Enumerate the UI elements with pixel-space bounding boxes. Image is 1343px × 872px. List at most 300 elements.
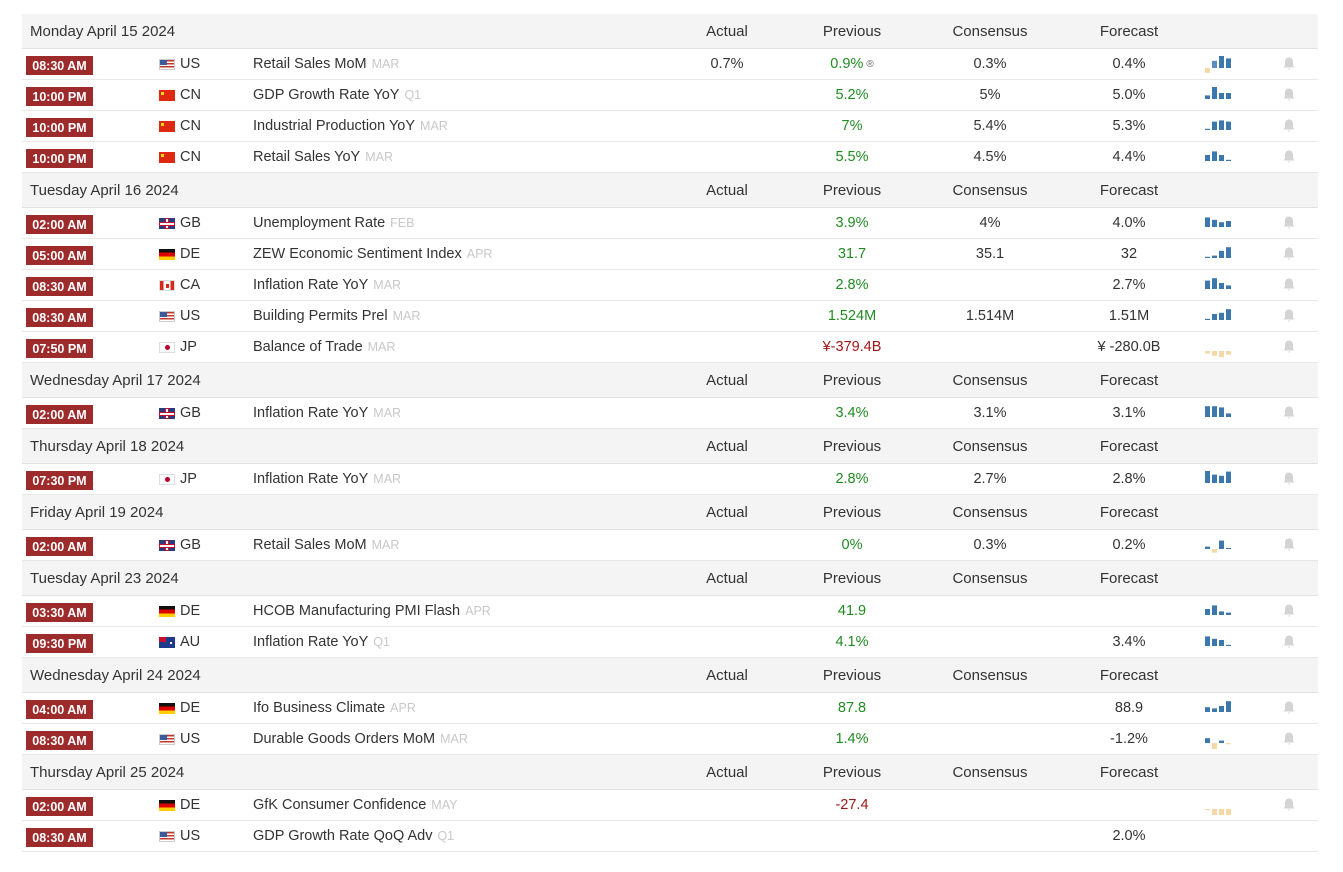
day-header [22, 429, 1318, 464]
sparkline-bar [1205, 95, 1210, 99]
revised-icon: ® [866, 58, 874, 70]
event-row[interactable] [22, 596, 1318, 627]
event-name-link[interactable]: Inflation Rate YoY [253, 634, 369, 650]
bell-icon[interactable] [1282, 277, 1296, 293]
sparkline-bar [1205, 547, 1210, 549]
sparkline-bar [1205, 281, 1210, 289]
country-code: US [180, 56, 201, 72]
sparkline-bar [1219, 476, 1224, 483]
event-row[interactable] [22, 332, 1318, 363]
country-flag-icon [159, 121, 175, 132]
event-row[interactable] [22, 464, 1318, 495]
day-header [22, 14, 1318, 49]
bell-icon[interactable] [1282, 246, 1296, 262]
time-badge: 05:00 AM [26, 246, 93, 265]
event-name-link[interactable]: Inflation Rate YoY [253, 471, 369, 487]
previous-value: 3.9% [835, 215, 869, 231]
event-row[interactable] [22, 693, 1318, 724]
col-actual-header: Actual [706, 437, 748, 455]
event-cell [253, 627, 390, 657]
event-name-link[interactable]: GDP Growth Rate YoY [253, 87, 400, 103]
previous-cell [786, 693, 918, 723]
sparkline-bar [1226, 413, 1231, 417]
col-previous-header: Previous [822, 371, 882, 389]
previous-cell [786, 49, 918, 79]
event-row[interactable] [22, 239, 1318, 270]
sparkline-bar [1219, 741, 1224, 743]
sparkline-bar [1219, 313, 1224, 320]
day-header [22, 495, 1318, 530]
previous-cell [786, 270, 918, 300]
consensus-value: 4% [979, 215, 1001, 231]
sparkline-bar [1226, 743, 1231, 744]
bell-icon[interactable] [1282, 405, 1296, 421]
consensus-value [925, 724, 1055, 754]
col-forecast-header: Forecast [1099, 763, 1159, 781]
event-cell [253, 49, 399, 79]
event-name-link[interactable]: Inflation Rate YoY [253, 405, 369, 421]
actual-value [662, 724, 792, 754]
day-date: Wednesday April 24 2024 [30, 666, 201, 684]
previous-cell [786, 821, 918, 851]
sparkline-bar [1219, 222, 1224, 227]
event-cell [253, 464, 401, 494]
reference-period: APR [465, 604, 491, 618]
country-flag-icon [159, 311, 175, 322]
previous-value: 41.9 [837, 603, 867, 619]
event-name-link[interactable]: Retail Sales YoY [253, 149, 361, 165]
day-date: Tuesday April 16 2024 [30, 181, 179, 199]
country-flag-icon [159, 408, 175, 419]
col-consensus-header: Consensus [952, 181, 1028, 199]
event-row[interactable] [22, 530, 1318, 561]
sparkline-bar [1205, 217, 1210, 227]
bell-icon[interactable] [1282, 797, 1296, 813]
col-forecast-header: Forecast [1099, 437, 1159, 455]
previous-value: 4.1% [835, 634, 869, 650]
event-name-link[interactable]: GfK Consumer Confidence [253, 797, 427, 813]
country-flag-icon [159, 637, 175, 648]
day-header [22, 363, 1318, 398]
sparkline-bar [1226, 351, 1231, 355]
country-code: DE [180, 797, 201, 813]
country-flag-icon [159, 152, 175, 163]
event-name-link[interactable]: Balance of Trade [253, 339, 363, 355]
actual-value: 0.7% [710, 56, 744, 72]
sparkline-bar [1212, 809, 1217, 815]
col-consensus-header: Consensus [952, 763, 1028, 781]
col-previous-header: Previous [822, 181, 882, 199]
sparkline-chart [1203, 795, 1235, 815]
forecast-value [1064, 596, 1194, 626]
time-badge: 10:00 PM [26, 149, 93, 168]
sparkline-bar [1219, 155, 1224, 161]
country-flag-icon [159, 831, 175, 842]
col-previous-header: Previous [822, 503, 882, 521]
sparkline-bar [1212, 743, 1217, 749]
sparkline-bar [1205, 351, 1210, 353]
time-badge: 02:00 AM [26, 215, 93, 234]
time-badge: 08:30 AM [26, 308, 93, 327]
event-cell [253, 596, 491, 626]
col-actual-header: Actual [706, 181, 748, 199]
time-badge: 02:00 AM [26, 537, 93, 556]
consensus-value [925, 270, 1055, 300]
actual-value [662, 627, 792, 657]
event-name-link[interactable]: Retail Sales MoM [253, 537, 367, 553]
event-row[interactable] [22, 398, 1318, 429]
day-date: Thursday April 18 2024 [30, 437, 185, 455]
sparkline-bar [1226, 645, 1231, 646]
col-previous-header: Previous [822, 437, 882, 455]
event-row[interactable] [22, 627, 1318, 658]
col-actual-header: Actual [706, 569, 748, 587]
col-actual-header: Actual [706, 22, 748, 40]
sparkline-bar [1205, 155, 1210, 161]
forecast-value: 5.3% [1112, 118, 1146, 134]
event-row[interactable] [22, 111, 1318, 142]
sparkline-bar [1212, 475, 1217, 483]
country-code: CN [180, 149, 201, 165]
country-code: US [180, 308, 201, 324]
country-code: AU [180, 634, 201, 650]
actual-value [662, 530, 792, 560]
actual-value [662, 464, 792, 494]
bell-icon[interactable] [1282, 471, 1296, 487]
consensus-value: 0.3% [973, 56, 1007, 72]
sparkline-bar [1212, 549, 1217, 553]
country-flag-icon [159, 280, 175, 291]
country-code: GB [180, 215, 201, 231]
previous-value: 2.8% [835, 471, 869, 487]
event-cell [253, 142, 393, 172]
bell-icon[interactable] [1282, 308, 1296, 324]
consensus-value: 1.514M [965, 308, 1015, 324]
time-badge: 09:30 PM [26, 634, 93, 653]
event-cell [253, 332, 395, 362]
sparkline-bar [1212, 122, 1217, 130]
forecast-value: 4.4% [1112, 149, 1146, 165]
reference-period: MAR [420, 119, 448, 133]
event-name-link[interactable]: Durable Goods Orders MoM [253, 731, 436, 747]
country-flag-icon [159, 249, 175, 260]
forecast-value: 2.0% [1112, 828, 1146, 844]
sparkline-chart [1203, 337, 1235, 357]
sparkline-chart [1203, 54, 1235, 74]
actual-value [662, 790, 792, 820]
sparkline-bar [1212, 708, 1217, 712]
country-code: US [180, 828, 201, 844]
consensus-value: 0.3% [973, 537, 1007, 553]
actual-value [662, 111, 792, 141]
actual-value [662, 693, 792, 723]
time-badge: 10:00 PM [26, 87, 93, 106]
col-consensus-header: Consensus [952, 22, 1028, 40]
previous-value: -27.4 [835, 797, 869, 813]
sparkline-chart [1203, 85, 1235, 105]
event-name-link[interactable]: Unemployment Rate [253, 215, 386, 231]
sparkline-bar [1226, 93, 1231, 99]
country-flag-icon [159, 342, 175, 353]
bell-icon[interactable] [1282, 603, 1296, 619]
country-flag-icon [159, 59, 175, 70]
bell-icon[interactable] [1282, 149, 1296, 165]
consensus-value: 4.5% [973, 149, 1007, 165]
actual-value [662, 142, 792, 172]
sparkline-bar [1226, 285, 1231, 289]
country-code: JP [180, 471, 197, 487]
actual-value [662, 208, 792, 238]
sparkline-bar [1226, 221, 1231, 227]
sparkline-chart [1203, 535, 1235, 555]
bell-icon[interactable] [1282, 118, 1296, 134]
event-name-link[interactable]: ZEW Economic Sentiment Index [253, 246, 462, 262]
event-row[interactable] [22, 301, 1318, 332]
country-code: US [180, 731, 201, 747]
forecast-value [1064, 790, 1194, 820]
forecast-value: 0.2% [1112, 537, 1146, 553]
bell-icon[interactable] [1282, 700, 1296, 716]
sparkline-bar [1205, 68, 1210, 73]
event-name-link[interactable]: GDP Growth Rate QoQ Adv [253, 828, 433, 844]
sparkline-bar [1219, 407, 1224, 417]
consensus-value [925, 693, 1055, 723]
event-cell [253, 111, 448, 141]
event-name-link[interactable]: Inflation Rate YoY [253, 277, 369, 293]
col-actual-header: Actual [706, 763, 748, 781]
previous-value: 5.5% [835, 149, 869, 165]
sparkline-bar [1226, 613, 1231, 615]
event-row[interactable] [22, 49, 1318, 80]
col-actual-header: Actual [706, 503, 748, 521]
sparkline-bar [1219, 640, 1224, 646]
sparkline-bar [1219, 93, 1224, 99]
event-row[interactable] [22, 142, 1318, 173]
event-cell [253, 80, 421, 110]
event-row[interactable] [22, 724, 1318, 755]
sparkline-chart [1203, 244, 1235, 264]
bell-icon[interactable] [1282, 215, 1296, 231]
forecast-value: -1.2% [1110, 731, 1148, 747]
event-row[interactable] [22, 790, 1318, 821]
previous-value: 1.524M [827, 308, 877, 324]
day-header [22, 658, 1318, 693]
country-flag-icon [159, 90, 175, 101]
previous-value: 3.4% [835, 405, 869, 421]
event-row[interactable] [22, 270, 1318, 301]
previous-cell [786, 627, 918, 657]
country-flag-icon [159, 606, 175, 617]
consensus-value [925, 821, 1055, 851]
previous-value: 0% [841, 537, 863, 553]
previous-cell [786, 398, 918, 428]
forecast-value: 32 [1120, 246, 1138, 262]
event-cell [253, 530, 399, 560]
country-code: CN [180, 118, 201, 134]
previous-cell [786, 111, 918, 141]
sparkline-bar [1205, 809, 1210, 810]
col-forecast-header: Forecast [1099, 503, 1159, 521]
forecast-value: 2.7% [1112, 277, 1146, 293]
consensus-value [925, 627, 1055, 657]
forecast-value: 1.51M [1108, 308, 1150, 324]
event-cell [253, 398, 401, 428]
time-badge: 04:00 AM [26, 700, 93, 719]
sparkline-bar [1205, 636, 1210, 646]
actual-value [662, 270, 792, 300]
day-date: Monday April 15 2024 [30, 22, 176, 40]
country-code: CA [180, 277, 201, 293]
reference-period: MAY [431, 798, 458, 812]
actual-value [662, 301, 792, 331]
col-consensus-header: Consensus [952, 437, 1028, 455]
previous-cell [786, 790, 918, 820]
event-cell [253, 790, 457, 820]
sparkline-bar [1226, 160, 1231, 161]
consensus-value [925, 790, 1055, 820]
sparkline-chart [1203, 275, 1235, 295]
country-flag-icon [159, 540, 175, 551]
col-previous-header: Previous [822, 569, 882, 587]
previous-value: 7% [841, 118, 863, 134]
bell-icon[interactable] [1282, 731, 1296, 747]
consensus-value [925, 596, 1055, 626]
event-name-link[interactable]: Industrial Production YoY [253, 118, 416, 134]
reference-period: MAR [367, 340, 396, 354]
col-consensus-header: Consensus [952, 503, 1028, 521]
event-name-link[interactable]: Building Permits Prel [253, 308, 388, 324]
sparkline-chart [1203, 116, 1235, 136]
time-badge: 02:00 AM [26, 797, 93, 816]
sparkline-bar [1212, 61, 1217, 68]
country-code: GB [180, 405, 201, 421]
previous-cell [786, 464, 918, 494]
reference-period: APR [466, 247, 493, 261]
previous-cell [786, 80, 918, 110]
col-forecast-header: Forecast [1099, 371, 1159, 389]
country-code: CN [180, 87, 201, 103]
previous-cell [786, 142, 918, 172]
sparkline-bar [1226, 309, 1231, 320]
event-cell [253, 239, 492, 269]
event-name-link[interactable]: Ifo Business Climate [253, 700, 386, 716]
sparkline-bar [1226, 122, 1231, 130]
country-code: DE [180, 700, 201, 716]
day-header [22, 755, 1318, 790]
sparkline-bar [1226, 701, 1231, 712]
reference-period: APR [390, 701, 416, 715]
time-badge: 08:30 AM [26, 277, 93, 296]
country-flag-icon [159, 734, 175, 745]
previous-value: ¥-379.4B [822, 339, 882, 355]
sparkline-bar [1226, 58, 1231, 68]
sparkline-bar [1212, 351, 1217, 356]
country-flag-icon [159, 474, 175, 485]
sparkline-bar [1205, 609, 1210, 615]
reference-period: MAR [440, 732, 468, 746]
bell-icon[interactable] [1282, 87, 1296, 103]
sparkline-bar [1212, 87, 1217, 99]
actual-value [662, 596, 792, 626]
day-date: Friday April 19 2024 [30, 503, 164, 521]
event-cell [253, 693, 416, 723]
actual-value [662, 332, 792, 362]
event-row[interactable] [22, 208, 1318, 239]
actual-value [662, 398, 792, 428]
event-cell [253, 301, 420, 331]
forecast-value: 3.1% [1112, 405, 1146, 421]
bell-icon[interactable] [1282, 634, 1296, 650]
col-actual-header: Actual [706, 666, 748, 684]
sparkline-bar [1205, 707, 1210, 712]
previous-cell [786, 239, 918, 269]
sparkline-bar [1226, 472, 1231, 483]
sparkline-bar [1219, 541, 1224, 549]
bell-icon[interactable] [1282, 339, 1296, 355]
sparkline-bar [1205, 319, 1210, 320]
event-cell [253, 208, 414, 238]
sparkline-chart [1203, 147, 1235, 167]
time-badge: 08:30 AM [26, 731, 93, 750]
bell-icon[interactable] [1282, 56, 1296, 72]
time-badge: 02:00 AM [26, 405, 93, 424]
sparkline-bar [1205, 257, 1210, 258]
country-flag-icon [159, 218, 175, 229]
day-date: Tuesday April 23 2024 [30, 569, 179, 587]
col-consensus-header: Consensus [952, 666, 1028, 684]
sparkline-bar [1219, 611, 1224, 615]
col-consensus-header: Consensus [952, 371, 1028, 389]
forecast-value: 0.4% [1112, 56, 1146, 72]
day-header [22, 561, 1318, 596]
sparkline-bar [1212, 314, 1217, 320]
sparkline-bar [1219, 283, 1224, 289]
sparkline-bar [1212, 406, 1217, 417]
consensus-value: 5.4% [973, 118, 1007, 134]
reference-period: MAR [373, 278, 402, 292]
event-name-link[interactable]: Retail Sales MoM [253, 56, 367, 72]
previous-value: 0.9% [830, 56, 864, 72]
consensus-value: 3.1% [973, 405, 1007, 421]
actual-value [662, 821, 792, 851]
previous-cell [786, 596, 918, 626]
time-badge: 03:30 AM [26, 603, 93, 622]
country-code: DE [180, 246, 201, 262]
sparkline-chart [1203, 729, 1235, 749]
col-forecast-header: Forecast [1099, 22, 1159, 40]
time-badge: 07:30 PM [26, 471, 93, 490]
previous-value: 31.7 [837, 246, 867, 262]
sparkline-bar [1212, 639, 1217, 646]
previous-value: 5.2% [835, 87, 869, 103]
reference-period: MAR [371, 538, 400, 552]
sparkline-chart [1203, 213, 1235, 233]
sparkline-bar [1212, 256, 1217, 258]
event-row[interactable] [22, 80, 1318, 111]
event-row[interactable] [22, 821, 1318, 852]
consensus-value [925, 332, 1055, 362]
reference-period: MAR [371, 57, 400, 71]
bell-icon[interactable] [1282, 537, 1296, 553]
sparkline-bar [1219, 809, 1224, 815]
consensus-value: 5% [979, 87, 1001, 103]
reference-period: Q1 [373, 635, 390, 649]
time-badge: 08:30 AM [26, 828, 93, 847]
sparkline-chart [1203, 698, 1235, 718]
time-badge: 10:00 PM [26, 118, 93, 137]
event-name-link[interactable]: HCOB Manufacturing PMI Flash [253, 603, 461, 619]
previous-cell [786, 301, 918, 331]
